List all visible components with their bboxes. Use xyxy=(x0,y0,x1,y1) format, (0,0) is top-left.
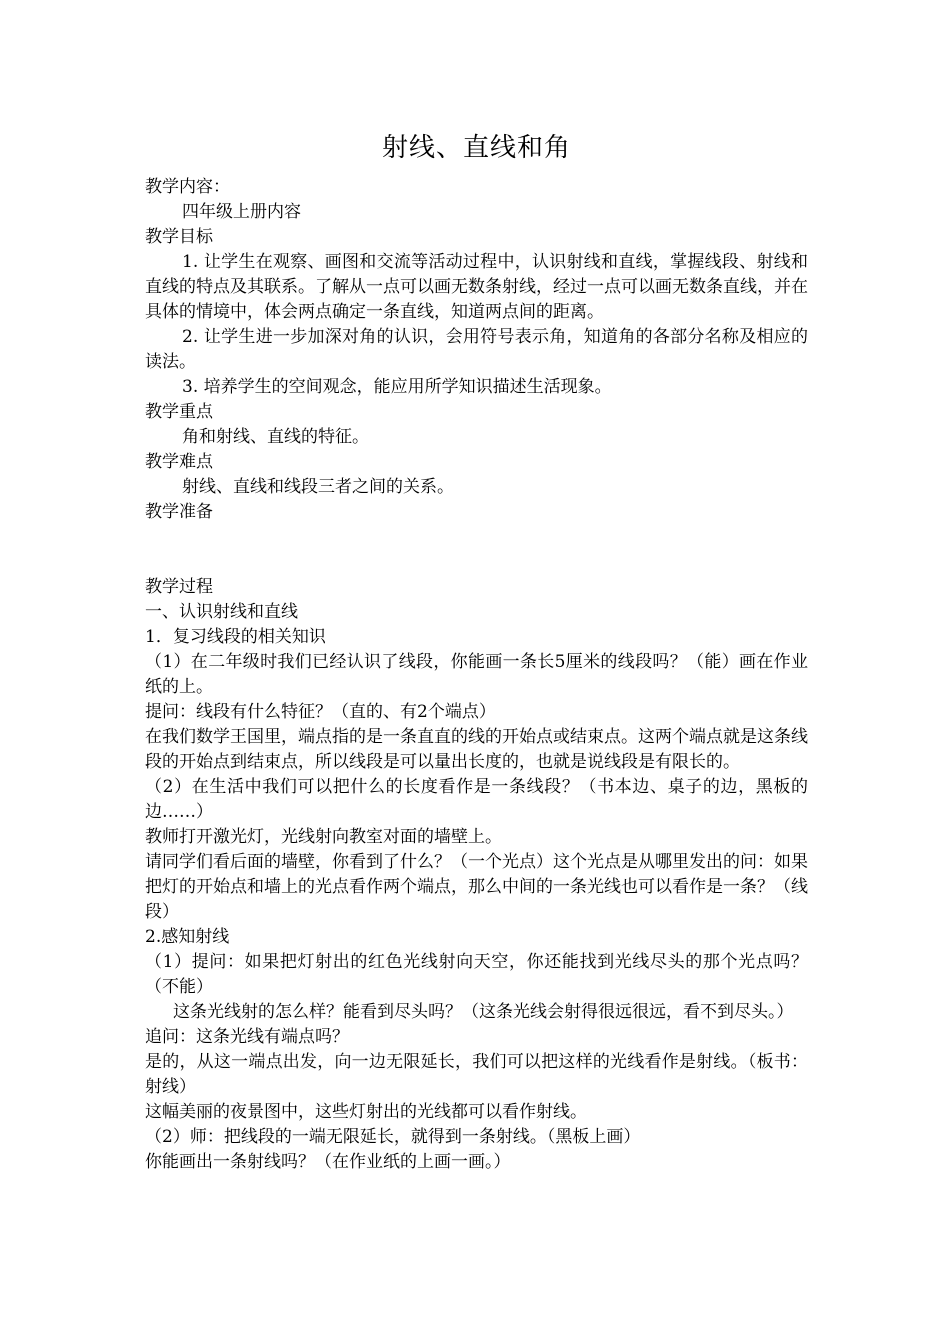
paragraph-ray-question: （1）提问：如果把灯射出的红色光线射向天空，你还能找到光线尽头的那个光点吗？（不能） xyxy=(145,952,808,997)
paragraph-question-segment: 提问：线段有什么特征？（直的、有2个端点） xyxy=(145,702,496,722)
heading-key-points: 教学重点 xyxy=(145,402,213,422)
heading-teaching-process: 教学过程 xyxy=(145,577,213,597)
paragraph-light-far: 这条光线射的怎么样？能看到尽头吗？（这条光线会射得很远很远，看不到尽头。） xyxy=(173,1002,794,1022)
paragraph-endpoint-explanation: 在我们数学王国里，端点指的是一条直直的线的开始点或结束点。这两个端点就是这条线段的开始点到结束点，所以线段是可以量出长度的，也就是说线段是有限长的。 xyxy=(145,727,808,772)
paragraph-difficulties: 射线、直线和线段三者之间的关系。 xyxy=(182,477,454,497)
paragraph-grade: 四年级上册内容 xyxy=(182,202,301,222)
heading-teaching-goals: 教学目标 xyxy=(145,227,213,247)
paragraph-review-2: （2）在生活中我们可以把什么的长度看作是一条线段？（书本边、桌子的边，黑板的边……） xyxy=(145,777,808,822)
paragraph-draw-ray: 你能画出一条射线吗？（在作业纸的上画一画。） xyxy=(145,1152,511,1172)
paragraph-night-scene: 这幅美丽的夜景图中，这些灯射出的光线都可以看作射线。 xyxy=(145,1102,587,1122)
paragraph-teacher-extend: （2）师：把线段的一端无限延长，就得到一条射线。（黑板上画） xyxy=(145,1127,641,1147)
paragraph-ray-definition: 是的，从这一端点出发，向一边无限延长，我们可以把这样的光线看作是射线。（板书：射线） xyxy=(145,1052,808,1097)
paragraph-wall-question: 请同学们看后面的墙壁，你看到了什么？（一个光点）这个光点是从哪里发出的问：如果把灯的开始点和墙上的光点看作两个端点，那么中间的一条光线也可以看作是一条？（线段） xyxy=(145,852,808,922)
paragraph-review-1: （1）在二年级时我们已经认识了线段，你能画一条长5厘米的线段吗？（能）画在作业纸的上。 xyxy=(145,652,808,697)
subsection-heading-1: 1．复习线段的相关知识 xyxy=(145,627,326,647)
paragraph-follow-up: 追问：这条光线有端点吗？ xyxy=(145,1027,349,1047)
section-heading-1: 一、认识射线和直线 xyxy=(145,602,298,622)
paragraph-goal-2: 2. 让学生进一步加深对角的认识，会用符号表示角，知道角的各部分名称及相应的读法。 xyxy=(145,327,808,372)
subsection-heading-2: 2.感知射线 xyxy=(145,927,230,947)
heading-difficulties: 教学难点 xyxy=(145,452,213,472)
heading-teaching-content: 教学内容： xyxy=(145,177,230,197)
heading-preparation: 教学准备 xyxy=(145,502,213,522)
document-title: 射线、直线和角 xyxy=(381,133,571,163)
paragraph-goal-1: 1. 让学生在观察、画图和交流等活动过程中，认识射线和直线，掌握线段、射线和直线的特点及其联系。了解从一点可以画无数条射线，经过一点可以画无数条直线，并在具体的情境中，体会两点确定一条直线，知道两点间的距离。 xyxy=(145,252,808,322)
document-page xyxy=(145,128,808,1175)
paragraph-key-points: 角和射线、直线的特征。 xyxy=(182,427,369,447)
paragraph-goal-3: 3. 培养学生的空间观念，能应用所学知识描述生活现象。 xyxy=(182,377,612,397)
paragraph-laser: 教师打开激光灯，光线射向教室对面的墙壁上。 xyxy=(145,827,502,847)
blank-space xyxy=(145,525,808,575)
